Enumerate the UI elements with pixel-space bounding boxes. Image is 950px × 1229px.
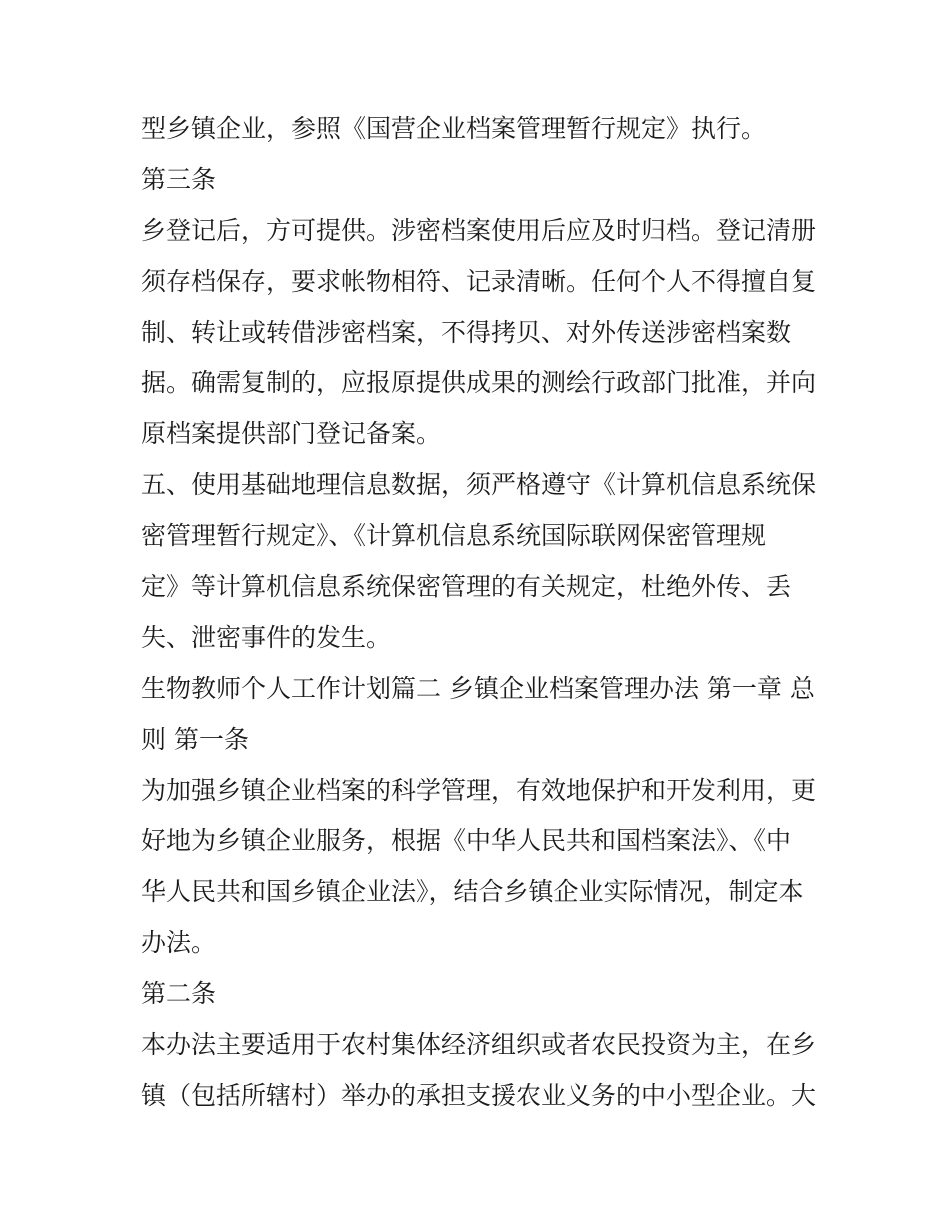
text-line: 定》等计算机信息系统保密管理的有关规定，杜绝外传、丢 — [141, 572, 792, 602]
text-line: 失、泄密事件的发生。 — [141, 622, 392, 652]
text-line: 须存档保存，要求帐物相符、记录清晰。任何个人不得擅自复 — [141, 266, 817, 296]
text-line: 密管理暂行规定》、《计算机信息系统国际联网保密管理规 — [141, 521, 767, 551]
document-body — [141, 104, 821, 1122]
text-line: 则 第一条 — [141, 724, 249, 754]
text-line: 为加强乡镇企业档案的科学管理，有效地保护和开发利用，更 — [141, 775, 817, 805]
text-line: 生物教师个人工作计划篇二 乡镇企业档案管理办法 第一章 总 — [141, 673, 815, 703]
text-line: 原档案提供部门登记备案。 — [141, 419, 442, 449]
text-line: 办法。 — [141, 928, 217, 958]
text-line: 第二条 — [141, 979, 217, 1009]
text-line: 第三条 — [141, 164, 217, 194]
text-line: 型乡镇企业，参照《国营企业档案管理暂行规定》执行。 — [141, 114, 767, 143]
text-line: 华人民共和国乡镇企业法》，结合乡镇企业实际情况，制定本 — [141, 877, 804, 907]
text-line: 本办法主要适用于农村集体经济组织或者农民投资为主，在乡 — [141, 1030, 817, 1060]
text-line: 制、转让或转借涉密档案，不得拷贝、对外传送涉密档案数 — [141, 317, 792, 347]
text-line: 五、使用基础地理信息数据，须严格遵守《计算机信息系统保 — [141, 470, 817, 500]
text-line: 乡登记后，方可提供。涉密档案使用后应及时归档。登记清册 — [141, 215, 817, 245]
text-line: 镇（包括所辖村）举办的承担支援农业义务的中小型企业。大 — [141, 1080, 817, 1110]
text-line: 好地为乡镇企业服务，根据《中华人民共和国档案法》、《中 — [141, 826, 792, 856]
text-line: 据。确需复制的，应报原提供成果的测绘行政部门批准，并向 — [141, 368, 817, 398]
